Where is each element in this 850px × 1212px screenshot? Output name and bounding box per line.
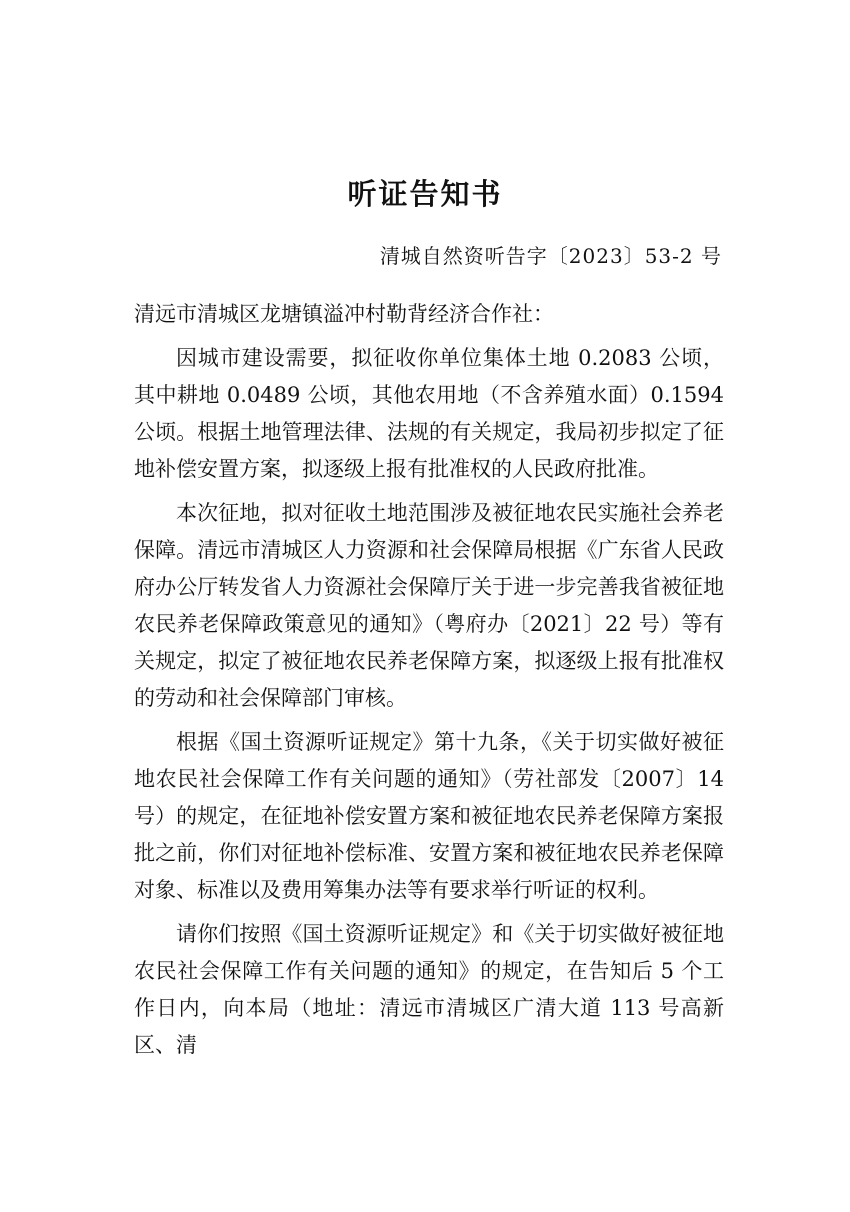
paragraph-3: 根据《国土资源听证规定》第十九条，《关于切实做好被征地农民社会保障工作有关问题的通知》（劳社部发〔2007〕14 号）的规定，在征地补偿安置方案和被征地农民养老保障方案报批之前，你们对征地补偿标准、安置方案和被征地农民养老保障对象、标准以及费用筹集办法等有要求举行听证的权利。 [134,730,724,902]
document-number: 清城自然资听告字〔2023〕53-2 号 [379,244,722,268]
paragraph-2: 本次征地，拟对征收土地范围涉及被征地农民实施社会养老保障。清远市清城区人力资源和社会保障局根据《广东省人民政府办公厅转发省人力资源社会保障厅关于进一步完善我省被征地农民养老保障政策意见的通知》（粤府办〔2021〕22 号）等有关规定，拟定了被征地农民养老保障方案，拟逐级上报有批准权的劳动和社会保障部门审核。 [134,501,724,710]
paragraph-1: 因城市建设需要，拟征收你单位集体土地 0.2083 公顷，其中耕地 0.0489 公顷，其他农用地（不含养殖水面）0.1594 公顷。根据土地管理法律、法规的有关规定，我局初步拟定了征地补偿安置方案，拟逐级上报有批准权的人民政府批准。 [134,346,724,481]
document-body [134,296,724,1071]
document-title: 听证告知书 [347,177,503,211]
paragraph-4: 请你们按照《国土资源听证规定》和《关于切实做好被征地农民社会保障工作有关问题的通知》的规定，在告知后 5 个工作日内，向本局（地址：清远市清城区广清大道 113 号高新区、清 [134,922,724,1057]
salutation: 清远市清城区龙塘镇溢冲村勒背经济合作社： [134,302,554,326]
